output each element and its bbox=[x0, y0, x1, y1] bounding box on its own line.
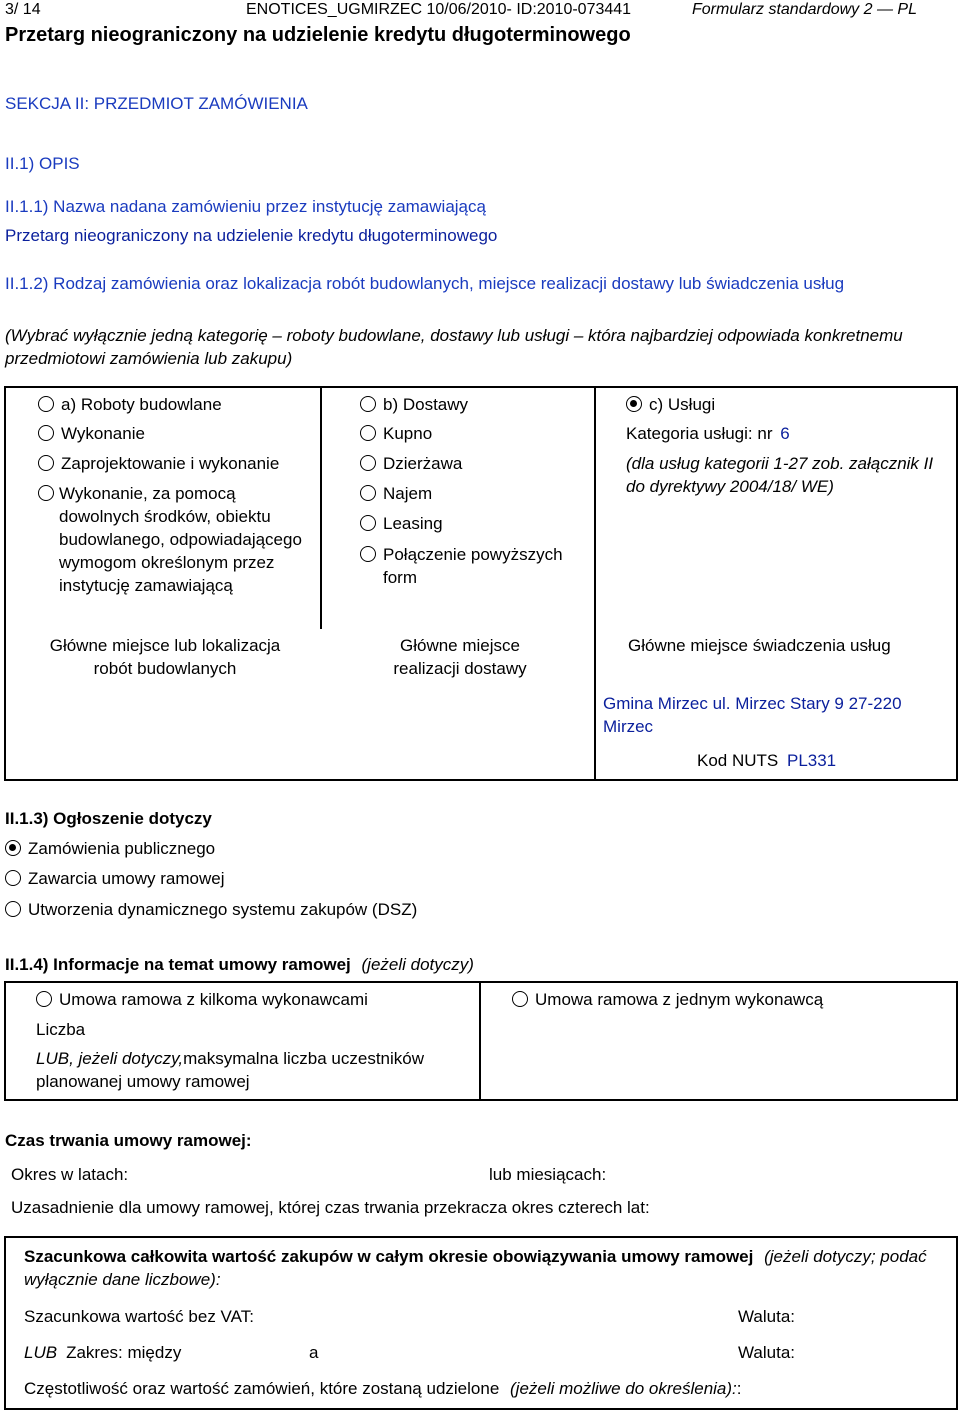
estimate-range-and: a bbox=[309, 1343, 319, 1362]
services-place-label: Główne miejsce świadczenia usług bbox=[628, 636, 891, 655]
supplies-opt5-label: Połączenie powyższych form bbox=[383, 545, 563, 587]
radio-icon bbox=[360, 515, 376, 531]
radio-icon bbox=[360, 455, 376, 471]
q113-opt-public[interactable]: Zamówienia publicznego bbox=[5, 839, 215, 859]
radio-icon bbox=[38, 485, 54, 501]
page-number: 3/ 14 bbox=[5, 1, 41, 18]
q114-max-label: LUB, jeżeli dotyczy,maksymalna liczba uczestników planowanej umowy ramowej bbox=[36, 1049, 424, 1091]
nuts-value: PL331 bbox=[786, 751, 837, 770]
subsection-title: II.1) OPIS bbox=[5, 154, 80, 173]
estimate-value-label: Szacunkowa wartość bez VAT: bbox=[24, 1307, 254, 1326]
page-title: Przetarg nieograniczony na udzielenie kredytu długoterminowego bbox=[5, 24, 631, 46]
radio-icon bbox=[38, 455, 54, 471]
q113-label: II.1.3) Ogłoszenie dotyczy bbox=[5, 809, 212, 828]
services-place-value: Gmina Mirzec ul. Mirzec Stary 9 27-220 Mirzec bbox=[603, 694, 902, 736]
duration-months: lub miesiącach: bbox=[489, 1165, 607, 1184]
q114-count-label: Liczba bbox=[36, 1020, 86, 1039]
form-name: Formularz standardowy 2 — PL bbox=[692, 1, 917, 18]
divider bbox=[594, 386, 596, 781]
radio-icon bbox=[512, 991, 528, 1007]
duration-justification: Uzasadnienie dla umowy ramowej, której czas trwania przekracza okres czterech lat: bbox=[11, 1198, 650, 1217]
estimate-currency-label-2: Waluta: bbox=[738, 1343, 796, 1362]
q111-label: II.1.1) Nazwa nadana zamówieniu przez instytucję zamawiającą bbox=[5, 197, 486, 216]
radio-icon bbox=[38, 425, 54, 441]
estimate-currency-label: Waluta: bbox=[738, 1307, 796, 1326]
q113-opt-dps[interactable]: Utworzenia dynamicznego systemu zakupów (DSZ) bbox=[5, 900, 417, 920]
services-radio[interactable]: c) Usługi bbox=[626, 395, 715, 415]
q112-hint: (Wybrać wyłącznie jedną kategorię – roboty budowlane, dostawy lub usługi – która najbardziej odpowiada konkretnemu przedmiotowi zamówienia lub zakupu) bbox=[5, 326, 903, 368]
service-category-value: 6 bbox=[780, 424, 790, 443]
radio-icon bbox=[360, 396, 376, 412]
radio-icon bbox=[38, 396, 54, 412]
supplies-opt-purchase[interactable]: Kupno bbox=[360, 424, 432, 444]
radio-icon bbox=[360, 546, 376, 562]
divider bbox=[479, 981, 481, 1101]
q114-heading: II.1.4) Informacje na temat umowy ramowej (jeżeli dotyczy) bbox=[5, 955, 474, 974]
estimate-range: LUB Zakres: między bbox=[24, 1343, 182, 1362]
service-category-note: (dla usług kategorii 1-27 zob. załącznik II do dyrektywy 2004/18/ WE) bbox=[626, 454, 934, 496]
works-opt-realisation[interactable] bbox=[38, 484, 61, 504]
works-radio[interactable]: a) Roboty budowlane bbox=[38, 395, 222, 415]
radio-icon bbox=[5, 901, 21, 917]
q114-opt-single[interactable]: Umowa ramowa z jednym wykonawcą bbox=[512, 990, 823, 1010]
radio-icon bbox=[36, 991, 52, 1007]
section-title: SEKCJA II: PRZEDMIOT ZAMÓWIENIA bbox=[5, 94, 308, 113]
works-opt3-label: Wykonanie, za pomocą dowolnych środków, obiektu budowlanego, odpowiadającego wymogom określonym przez instytucję zamawiającą bbox=[59, 484, 302, 595]
duration-label: Czas trwania umowy ramowej: bbox=[5, 1131, 252, 1150]
supplies-place-label: Główne miejsce realizacji dostawy bbox=[393, 636, 527, 678]
q114-opt-several[interactable]: Umowa ramowa z kilkoma wykonawcami bbox=[36, 990, 368, 1010]
supplies-opt-combination[interactable] bbox=[360, 545, 383, 565]
q111-value: Przetarg nieograniczony na udzielenie kredytu długoterminowego bbox=[5, 226, 498, 245]
supplies-opt-leasing[interactable]: Leasing bbox=[360, 514, 443, 534]
nuts-code: Kod NUTS PL331 bbox=[697, 751, 837, 770]
estimate-label: Szacunkowa całkowita wartość zakupów w całym okresie obowiązywania umowy ramowej (jeżeli dotyczy; podać wyłącznie dane liczbowe): bbox=[24, 1247, 927, 1289]
supplies-opt-lease[interactable]: Dzierżawa bbox=[360, 454, 462, 474]
q113-opt-framework[interactable]: Zawarcia umowy ramowej bbox=[5, 869, 225, 889]
radio-checked-icon bbox=[5, 840, 21, 856]
notice-id: ENOTICES_UGMIRZEC 10/06/2010- ID:2010-073441 bbox=[246, 1, 632, 18]
radio-icon bbox=[5, 870, 21, 886]
estimate-frequency: Częstotliwość oraz wartość zamówień, które zostaną udzielone (jeżeli możliwe do określenia):: bbox=[24, 1379, 742, 1398]
q112-label: II.1.2) Rodzaj zamówienia oraz lokalizacja robót budowlanych, miejsce realizacji dostawy lub świadczenia usług bbox=[5, 274, 845, 293]
supplies-opt-rental[interactable]: Najem bbox=[360, 484, 432, 504]
divider bbox=[320, 386, 322, 629]
service-category: Kategoria usługi: nr 6 bbox=[626, 424, 790, 443]
works-opt-execution[interactable]: Wykonanie bbox=[38, 424, 145, 444]
supplies-radio[interactable]: b) Dostawy bbox=[360, 395, 468, 415]
radio-icon bbox=[360, 485, 376, 501]
radio-icon bbox=[360, 425, 376, 441]
radio-checked-icon bbox=[626, 396, 642, 412]
works-place-label: Główne miejsce lub lokalizacja robót budowlanych bbox=[49, 636, 281, 678]
works-opt-design-execution[interactable]: Zaprojektowanie i wykonanie bbox=[38, 454, 279, 474]
duration-years: Okres w latach: bbox=[11, 1165, 129, 1184]
